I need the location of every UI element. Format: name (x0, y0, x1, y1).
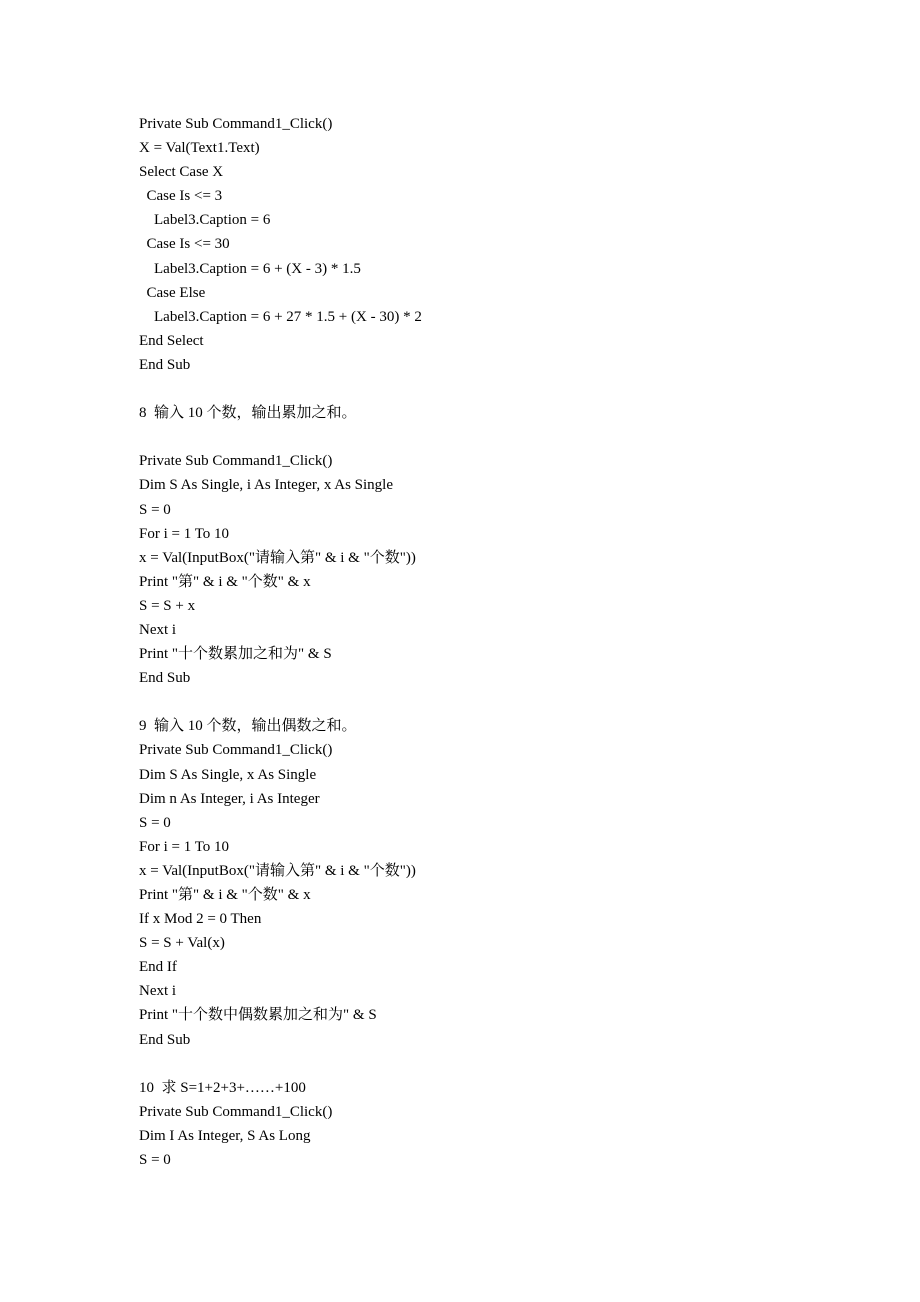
code-line: Next i (139, 983, 177, 1000)
code-line: x = Val(InputBox("请输入第" & i & "个数")) (139, 549, 416, 566)
code-line: Dim n As Integer, i As Integer (139, 790, 320, 807)
code-line: For i = 1 To 10 (139, 838, 230, 855)
code-line: Print "第" & i & "个数" & x (139, 573, 311, 590)
code-line: Print "十个数累加之和为" & S (139, 646, 332, 663)
blank-line (139, 690, 839, 714)
code-line: For i = 1 To 10 (139, 525, 230, 542)
code-line: S = S + x (139, 597, 196, 614)
code-line: End Sub (139, 1031, 191, 1048)
code-line: Print "十个数中偶数累加之和为" & S (139, 1007, 377, 1024)
section-heading-8: 8 输入 10 个数，输出累加之和。 (139, 405, 357, 422)
code-line: Dim S As Single, i As Integer, x As Single (139, 477, 393, 494)
code-line: X = Val(Text1.Text) (139, 140, 260, 157)
blank-line (139, 425, 839, 449)
blank-line (139, 1052, 839, 1076)
code-line: End If (139, 959, 177, 976)
code-line: Private Sub Command1_Click() (139, 116, 333, 132)
code-line: Print "第" & i & "个数" & x (139, 887, 311, 903)
code-line: Private Sub Command1_Click() (139, 453, 333, 470)
code-line: x = Val(InputBox("请输入第" & i & "个数")) (139, 862, 416, 879)
code-line: S = 0 (139, 1152, 171, 1169)
code-line: Label3.Caption = 6 + 27 * 1.5 + (X - 30) * 2 (139, 308, 422, 325)
document-body (139, 112, 839, 1172)
blank-line (139, 377, 839, 401)
code-line: End Sub (139, 356, 191, 373)
code-line: Private Sub Command1_Click() (139, 742, 333, 759)
code-line: Next i (139, 621, 177, 638)
code-line: Private Sub Command1_Click() (139, 1103, 333, 1120)
code-line: Case Is <= 30 (139, 236, 230, 253)
code-line: S = S + Val(x) (139, 935, 225, 952)
code-line: Case Is <= 3 (139, 188, 223, 205)
code-line: Label3.Caption = 6 + (X - 3) * 1.5 (139, 260, 361, 277)
code-line: S = 0 (139, 814, 171, 831)
code-line: Label3.Caption = 6 (139, 212, 271, 229)
section-heading-10: 10 求 S=1+2+3+……+100 (139, 1079, 306, 1096)
section-heading-9: 9 输入 10 个数，输出偶数之和。 (139, 718, 357, 735)
code-line: S = 0 (139, 501, 171, 518)
code-line: Case Else (139, 284, 206, 301)
code-line: Select Case X (139, 164, 224, 181)
code-line: If x Mod 2 = 0 Then (139, 911, 262, 928)
code-line: Dim S As Single, x As Single (139, 766, 317, 783)
code-line: End Select (139, 332, 204, 349)
code-line: End Sub (139, 670, 191, 687)
code-line: Dim I As Integer, S As Long (139, 1127, 311, 1144)
